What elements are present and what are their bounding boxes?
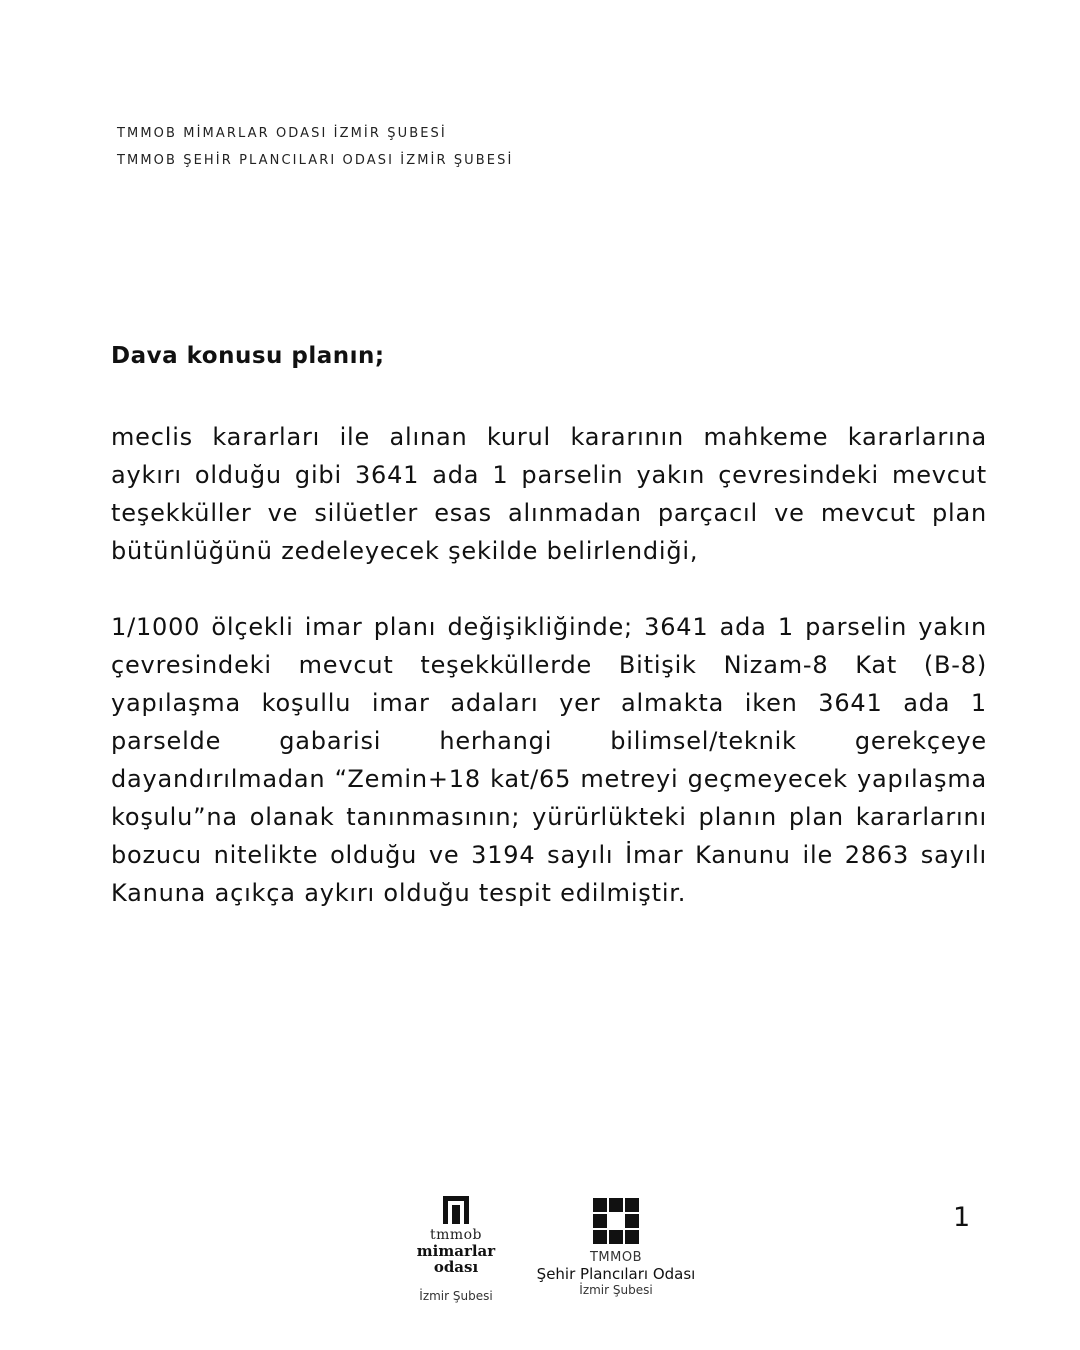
page-number: 1: [953, 1202, 971, 1233]
logo-sehir-line3: İzmir Şubesi: [579, 1283, 653, 1297]
sehir-plancilari-odasi-logo: [526, 1198, 706, 1316]
mimarlar-odasi-mark-icon: [443, 1196, 469, 1224]
logo-sehir-line2: Şehir Plancıları Odası: [536, 1265, 696, 1283]
sehir-plancilari-grid-icon: [593, 1198, 639, 1244]
document-header: [117, 120, 513, 174]
mimarlar-odasi-logo: [400, 1196, 512, 1316]
logo-mimarlar-line3: odası: [433, 1258, 479, 1276]
section-heading: Dava konusu planın;: [111, 343, 385, 369]
paragraph-1: meclis kararları ile alınan kurul kararının mahkeme kararlarına aykırı olduğu gibi 3641 ada 1 parselin yakın çevresindeki mevcut teşekküller ve silüetler esas alınmadan parçacıl ve mevcut plan bütünlüğünü zedeleyecek şekilde belirlendiği,: [111, 423, 987, 565]
logo-mimarlar-line1: tmmob: [429, 1227, 483, 1243]
logo-mimarlar-line2: mimarlar: [416, 1242, 496, 1260]
logo-sehir-line1: TMMOB: [589, 1250, 643, 1265]
paragraph-2: 1/1000 ölçekli imar planı değişikliğinde; 3641 ada 1 parselin yakın çevresindeki mevcut teşekküllerde Bitişik Nizam-8 Kat (B-8) yapılaşma koşullu imar adaları yer almakta iken 3641 ada 1 parselde gabarisi herhangi bilimsel/teknik gerekçeye dayandırılmadan “Zemin+18 kat/65 metreyi geçmeyecek yapılaşma koşulu”na olanak tanınmasının; yürürlükteki planın plan kararlarını bozucu nitelikte olduğu ve 3194 sayılı İmar Kanunu ile 2863 sayılı Kanuna açıkça aykırı olduğu tespit edilmiştir.: [111, 613, 987, 907]
header-line-mimarlar: TMMOB MİMARLAR ODASI İZMİR ŞUBESİ: [117, 126, 447, 141]
header-line-sehir-plancilari: TMMOB ŞEHİR PLANCILARI ODASI İZMİR ŞUBESİ: [117, 153, 514, 168]
logo-mimarlar-line4: İzmir Şubesi: [419, 1289, 493, 1303]
